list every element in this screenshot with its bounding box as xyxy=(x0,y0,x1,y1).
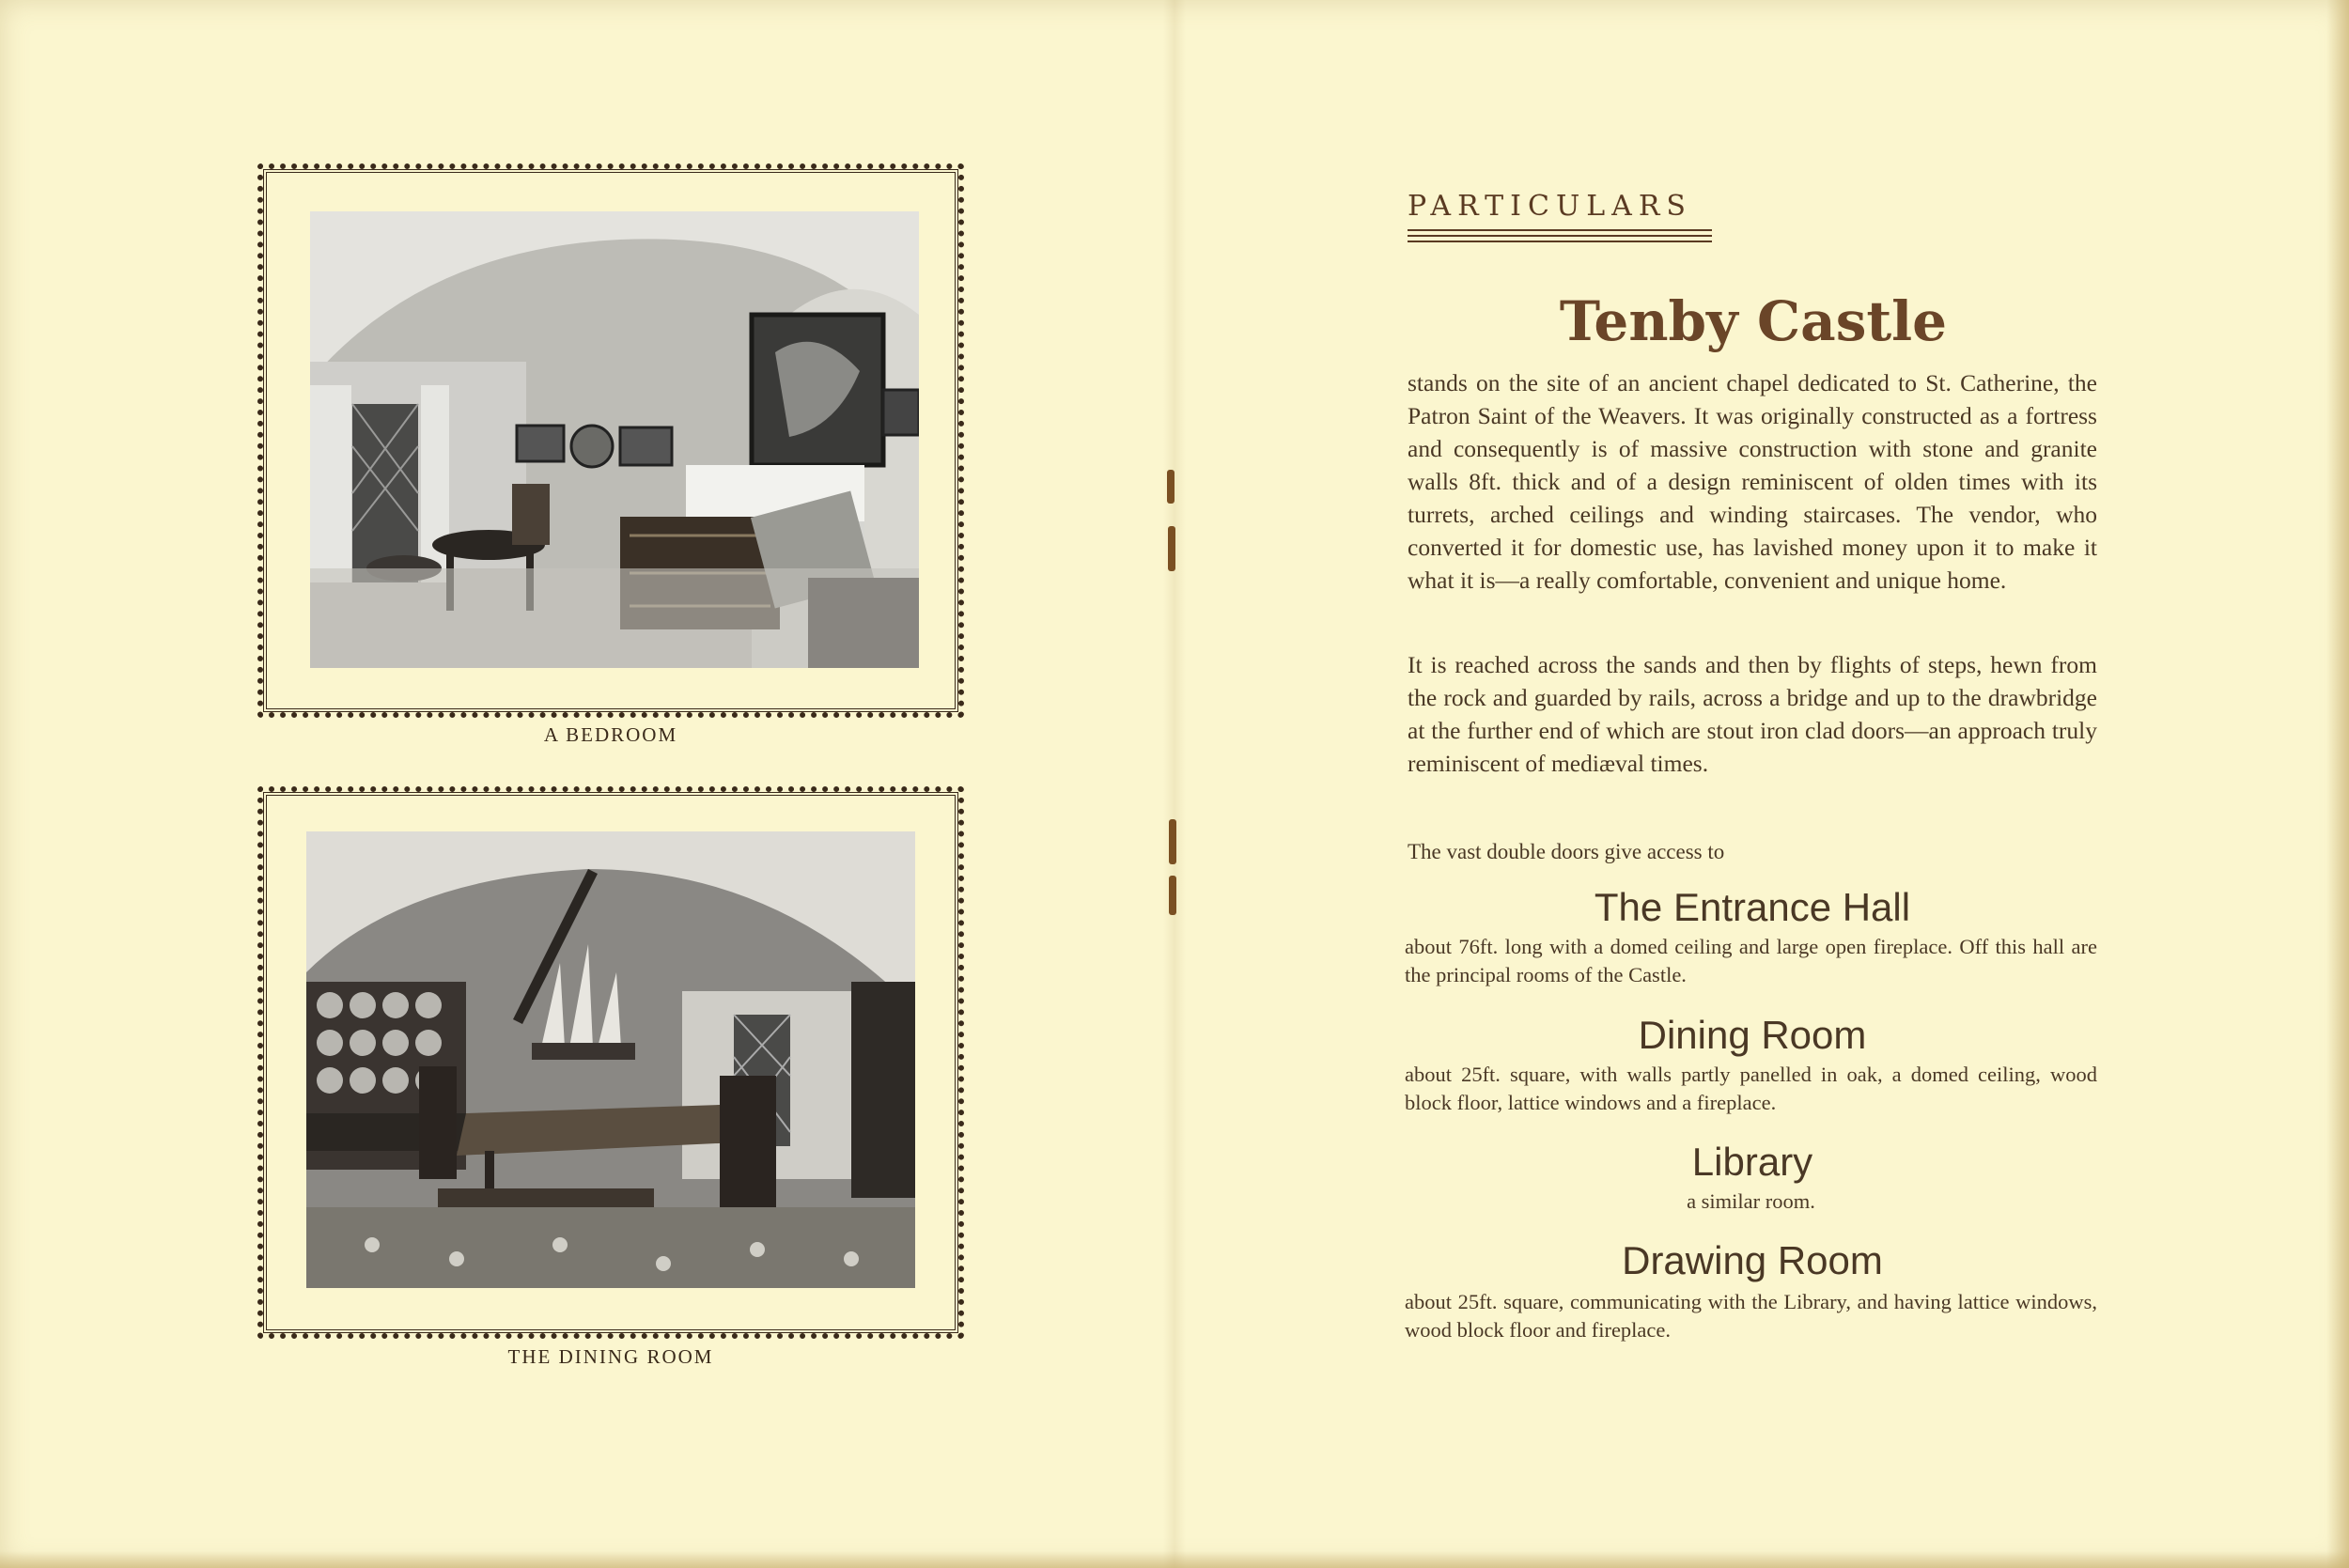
castle-title: Tenby Castle xyxy=(1559,289,1948,353)
access-intro: The vast double doors give access to xyxy=(1408,840,1725,863)
room-title-drawing-room: Drawing Room xyxy=(1622,1238,1883,1282)
particulars-heading: PARTICULARS xyxy=(1408,190,1692,223)
spine-fold xyxy=(1163,0,1186,1568)
bedroom-photo xyxy=(310,211,919,668)
room-desc-dining-room: about 25ft. square, with walls partly panelled in oak, a domed ceiling, wood block floor, lattice windows and a fireplace. xyxy=(1405,1063,2097,1114)
heading-rule-3 xyxy=(1408,241,1712,242)
room-desc-library: a similar room. xyxy=(1687,1189,1815,1213)
page-edge-right xyxy=(2326,0,2349,1568)
staple-top-2 xyxy=(1168,526,1175,571)
description-paragraph-2: It is reached across the sands and then by flights of steps, hewn from the rock and guarded by rails, across a bridge and up to the drawbridge at the further end of which are stout iron clad doors—an approach truly reminiscent of mediæval times. xyxy=(1408,651,2097,777)
heading-rule-1 xyxy=(1408,229,1712,231)
bedroom-caption: A BEDROOM xyxy=(543,723,678,746)
room-title-library: Library xyxy=(1691,1140,1813,1184)
room-title-dining-room: Dining Room xyxy=(1638,1013,1867,1057)
room-desc-entrance-hall: about 76ft. long with a domed ceiling and large open fireplace. Off this hall are the principal rooms of the Castle. xyxy=(1405,935,2097,986)
description-paragraph-1: stands on the site of an ancient chapel dedicated to St. Catherine, the Patron Saint of the Weavers. It was originally constructed as a fortress and consequently is of massive construction with stone and granite walls 8ft. thick and of a design reminiscent of olden times with its turrets, arched ceilings and winding staircases. The vendor, who converted it for domestic use, has lavished money upon it to make it what it is—a really comfortable, convenient and unique home. xyxy=(1408,369,2097,594)
page-edge-bottom xyxy=(0,1551,2349,1568)
dining-room-photo xyxy=(306,831,915,1288)
heading-rule-2 xyxy=(1408,235,1712,237)
dining-room-caption: THE DINING ROOM xyxy=(507,1345,714,1368)
room-desc-drawing-room: about 25ft. square, communicating with the Library, and having lattice windows, wood block floor and fireplace. xyxy=(1405,1290,2097,1342)
staple-bottom-1 xyxy=(1169,819,1176,864)
room-title-entrance-hall: The Entrance Hall xyxy=(1594,885,1911,929)
staple-bottom-2 xyxy=(1169,876,1176,915)
staple-top-1 xyxy=(1167,470,1174,504)
